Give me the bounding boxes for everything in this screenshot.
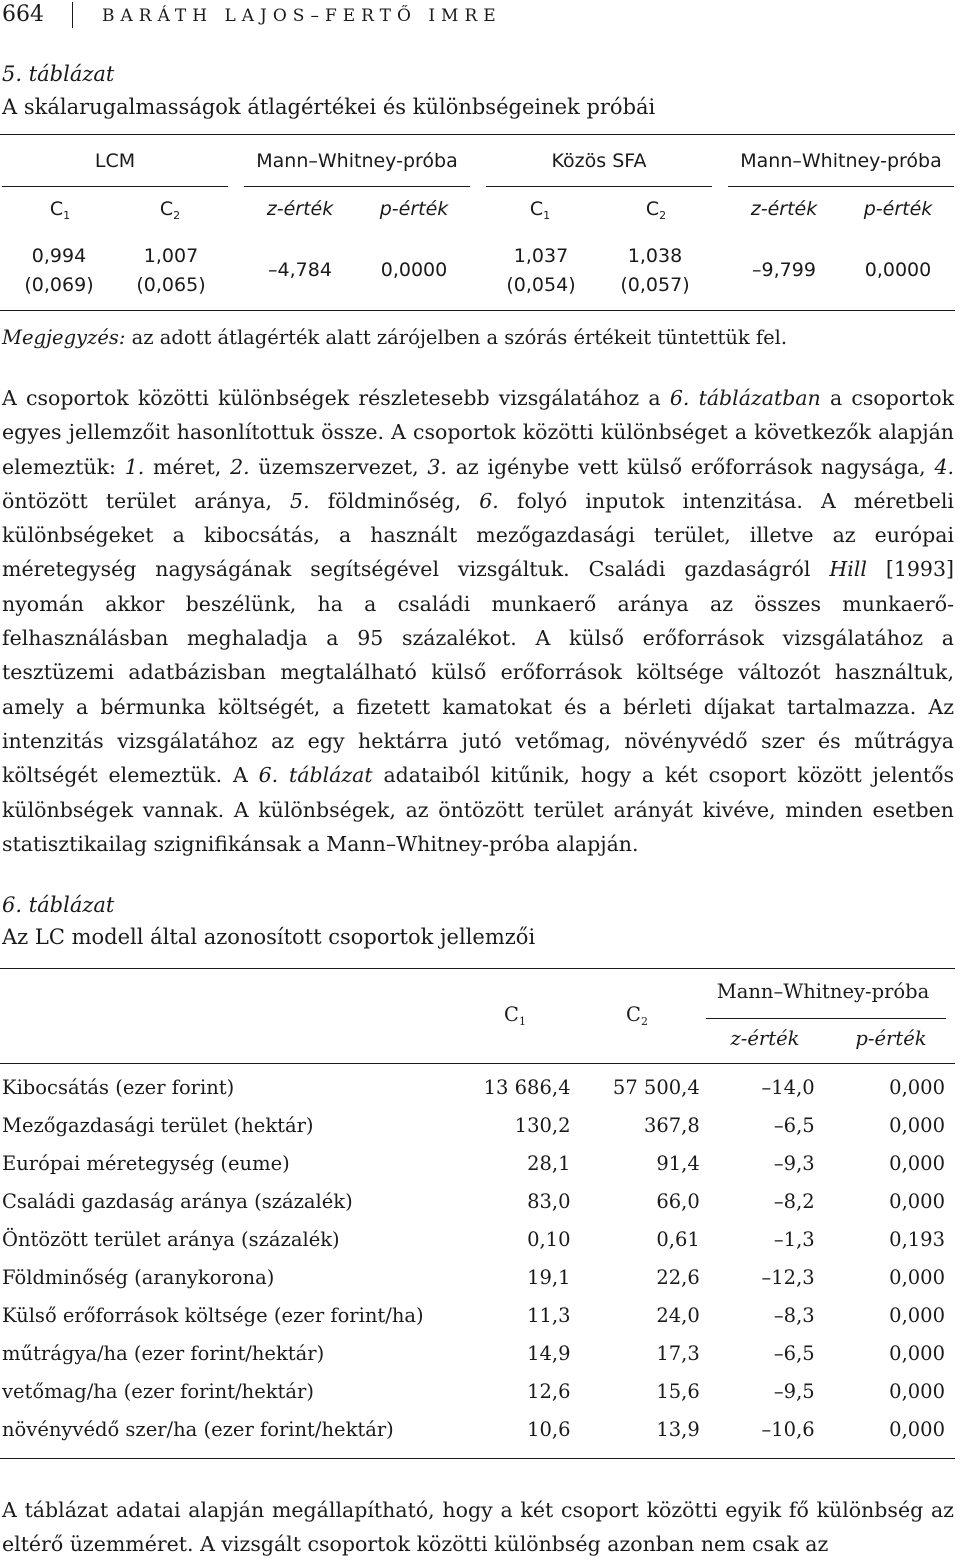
table-cell: 12,6 (527, 1380, 571, 1404)
table5-sfa-c1-mean: 1,037 (513, 245, 569, 267)
table6-group-mw: Mann–Whitney-próba (716, 980, 930, 1003)
header-divider (72, 2, 73, 28)
table-cell: 0,000 (889, 1151, 945, 1175)
table5-group-rule (728, 186, 954, 187)
table-cell: 19,1 (527, 1266, 571, 1290)
table-cell: 17,3 (656, 1342, 700, 1366)
emphasis-run: 2. (230, 454, 250, 479)
table6-col-z: z-érték (730, 1027, 800, 1050)
text-run: méret, (144, 454, 231, 479)
row-label: műtrágya/ha (ezer forint/hektár) (2, 1342, 325, 1366)
table5-note: Megjegyzés: az adott átlagérték alatt zárójelben a szórás értékeit tüntettük fel. (2, 326, 788, 349)
table-cell: 0,000 (889, 1113, 945, 1137)
table-cell: 0,193 (889, 1227, 945, 1251)
running-head: BARÁTH LAJOS–FERTŐ IMRE (102, 6, 502, 26)
table5-sfa-c2-sd: (0,057) (620, 274, 690, 296)
table-row (0, 1144, 945, 1182)
row-label: Európai méretegység (eume) (2, 1151, 290, 1175)
table-cell: 24,0 (656, 1304, 700, 1328)
table6-label: 6. táblázat (2, 893, 115, 917)
table-cell: 0,000 (889, 1266, 945, 1290)
table-cell: –12,3 (761, 1266, 815, 1290)
table5-group-lcm: LCM (94, 150, 136, 172)
table-row (0, 1258, 945, 1296)
table5-col-sfa-c2: $C_2$ (645, 198, 667, 222)
text-run: [1993] nyomán akkor beszélünk, ha a családi munkaerő aránya az összes munkaerő-felhasználásban meghaladja a 95 százalékot. A külső erőforrások vizsgálatához a tesztüzemi adatbázisban megtalálható külső erőforrások költsége változót használtuk, amely a bérmunka költségét, a fizetett kamatokat és a bérleti díjakat tartalmazza. Az intenzitás vizsgálatához az egy hektárra jutó vetőmag, növényvédő szer és műtrágya költségét elemeztük. A (2, 557, 954, 788)
table5-sfa-c1-sd: (0,054) (506, 274, 576, 296)
emphasis-run: 3. (427, 454, 447, 479)
table-cell: 14,9 (527, 1342, 571, 1366)
table-cell: 11,3 (527, 1304, 571, 1328)
table-row (0, 1068, 945, 1106)
table-cell: 57 500,4 (612, 1075, 700, 1099)
table-cell: –10,6 (761, 1418, 815, 1442)
emphasis-run: 6. táblázatban (669, 386, 821, 410)
table-cell: 13,9 (656, 1418, 700, 1442)
table-cell: 130,2 (514, 1113, 571, 1137)
table-cell: 0,10 (527, 1227, 571, 1251)
table5-col-mw1-z: z-érték (266, 198, 334, 220)
row-label: Öntözött terület aránya (százalék) (2, 1227, 340, 1251)
row-label: növényvédő szer/ha (ezer forint/hektár) (2, 1418, 394, 1442)
table-cell: 0,000 (889, 1189, 945, 1213)
table-cell: 0,000 (889, 1380, 945, 1404)
table-cell: 0,000 (889, 1418, 945, 1442)
text-run: folyó inputok intenzitása. A méretbeli különbségeket a kibocsátás, a használt mezőgazdasági terület, illetve az európai méretegység nagyságának segítségével vizsgáltuk. Családi gazdaságról (2, 488, 954, 582)
table-cell: –6,5 (773, 1113, 815, 1137)
body-paragraph (2, 381, 954, 861)
table-row (0, 1335, 945, 1373)
table-cell: 0,61 (656, 1227, 700, 1251)
table5-col-mw2-p: p-érték (863, 198, 933, 220)
table5-group-rule (486, 186, 712, 187)
table-row (0, 1297, 945, 1335)
table5-sfa-c2-mean: 1,038 (627, 245, 683, 267)
table5-group-rule (2, 186, 228, 187)
table5-group-rule (244, 186, 470, 187)
text-run: a csoportok egyes jellemzőit hasonlítottuk össze. A csoportok közötti különbséget a következők alapján elemeztük: (2, 386, 954, 479)
table6-group-rule (706, 1018, 946, 1019)
table-cell: –1,3 (773, 1227, 815, 1251)
table-cell: –14,0 (761, 1075, 815, 1099)
table5-mw2-z: –9,799 (752, 259, 816, 281)
table6-col-c1: $C_1$ (504, 1003, 526, 1028)
emphasis-run: 5. (290, 488, 310, 513)
text-run: adataiból kitűnik, hogy a két csoport között jelentős különbségek vannak. A különbségek, az öntözött terület arányát kivéve, minden esetben statisztikailag szignifikánsak a Mann–Whitney-próba alapján. (2, 763, 955, 856)
table5-label: 5. táblázat (2, 62, 115, 86)
text-run: üzemszervezet, (249, 454, 428, 479)
table6-col-p: p-érték (855, 1027, 927, 1050)
table5-lcm-c1-mean: 0,994 (31, 245, 87, 267)
table5-col-mw1-p: p-érték (379, 198, 449, 220)
table5-col-lcm-c1: $C_1$ (49, 198, 71, 222)
row-label: Családi gazdaság aránya (százalék) (2, 1189, 353, 1213)
table6-header-rule (0, 1063, 955, 1064)
emphasis-run: 6. táblázat (258, 763, 373, 788)
table-cell: 0,000 (889, 1075, 945, 1099)
table5-mw1-p: 0,0000 (380, 259, 448, 281)
table5-mw2-p: 0,0000 (864, 259, 932, 281)
emphasis-run: 4. (934, 454, 954, 479)
table6-title: Az LC modell által azonosított csoportok jellemzői (2, 925, 536, 949)
table5-lcm-c2-sd: (0,065) (136, 274, 206, 296)
text-run: A csoportok közötti különbségek részletesebb vizsgálatához a (2, 386, 670, 410)
table6-bottom-rule (0, 1458, 955, 1459)
table5-col-lcm-c2: $C_2$ (159, 198, 181, 222)
table5-title: A skálarugalmasságok átlagértékei és különbségeinek próbái (2, 95, 656, 119)
text-run: öntözött terület aránya, (2, 488, 291, 513)
table-cell: –9,5 (773, 1380, 815, 1404)
row-label: Mezőgazdasági terület (hektár) (2, 1113, 314, 1137)
table5-group-sfa: Közös SFA (551, 150, 647, 172)
row-label: Földminőség (aranykorona) (2, 1266, 275, 1290)
emphasis-run: Hill (829, 557, 867, 582)
table5-mw1-z: –4,784 (268, 259, 332, 281)
table5-col-mw2-z: z-érték (750, 198, 818, 220)
table-cell: 13 686,4 (483, 1075, 571, 1099)
table-cell: 0,000 (889, 1304, 945, 1328)
table5-lcm-c1-sd: (0,069) (24, 274, 94, 296)
table5-group-mw2: Mann–Whitney-próba (740, 150, 942, 172)
table-row (0, 1220, 945, 1258)
row-label: Kibocsátás (ezer forint) (2, 1075, 235, 1099)
table-row (0, 1182, 945, 1220)
table-cell: 10,6 (527, 1418, 571, 1442)
text-run: az igénybe vett külső erőforrások nagysága, (446, 454, 935, 479)
table5-bottom-rule (0, 310, 955, 311)
table5-lcm-c2-mean: 1,007 (143, 245, 199, 267)
table-cell: –8,3 (773, 1304, 815, 1328)
table-row (0, 1106, 945, 1144)
table5-col-sfa-c1: $C_1$ (529, 198, 551, 222)
table-cell: –8,2 (773, 1189, 815, 1213)
table-cell: 0,000 (889, 1342, 945, 1366)
table-cell: 15,6 (656, 1380, 700, 1404)
table-cell: 83,0 (527, 1189, 571, 1213)
table-cell: –6,5 (773, 1342, 815, 1366)
row-label: Külső erőforrások költsége (ezer forint/ha) (2, 1304, 424, 1328)
table-cell: 22,6 (656, 1266, 700, 1290)
table-row (0, 1411, 945, 1449)
emphasis-run: 1. (124, 454, 145, 479)
table-cell: –9,3 (773, 1151, 815, 1175)
text-run: földminőség, (309, 488, 480, 513)
table6-top-rule (0, 968, 955, 969)
emphasis-run: 6. (479, 488, 499, 513)
table-cell: 28,1 (527, 1151, 571, 1175)
page-number: 664 (2, 2, 44, 27)
table-cell: 367,8 (643, 1113, 700, 1137)
table-cell: 66,0 (656, 1189, 700, 1213)
table6-body (0, 1068, 945, 1449)
table-row (0, 1373, 945, 1411)
table-cell: 91,4 (656, 1151, 700, 1175)
table5-group-mw1: Mann–Whitney-próba (256, 150, 458, 172)
closing-paragraph: A táblázat adatai alapján megállapítható, hogy a két csoport közötti egyik fő különbség az eltérő üzemméret. A vizsgált csoportok közötti különbség azonban nem csak az (2, 1498, 954, 1557)
table5-top-rule (0, 134, 955, 135)
table6-col-c2: $C_2$ (626, 1003, 648, 1028)
row-label: vetőmag/ha (ezer forint/hektár) (2, 1380, 314, 1404)
